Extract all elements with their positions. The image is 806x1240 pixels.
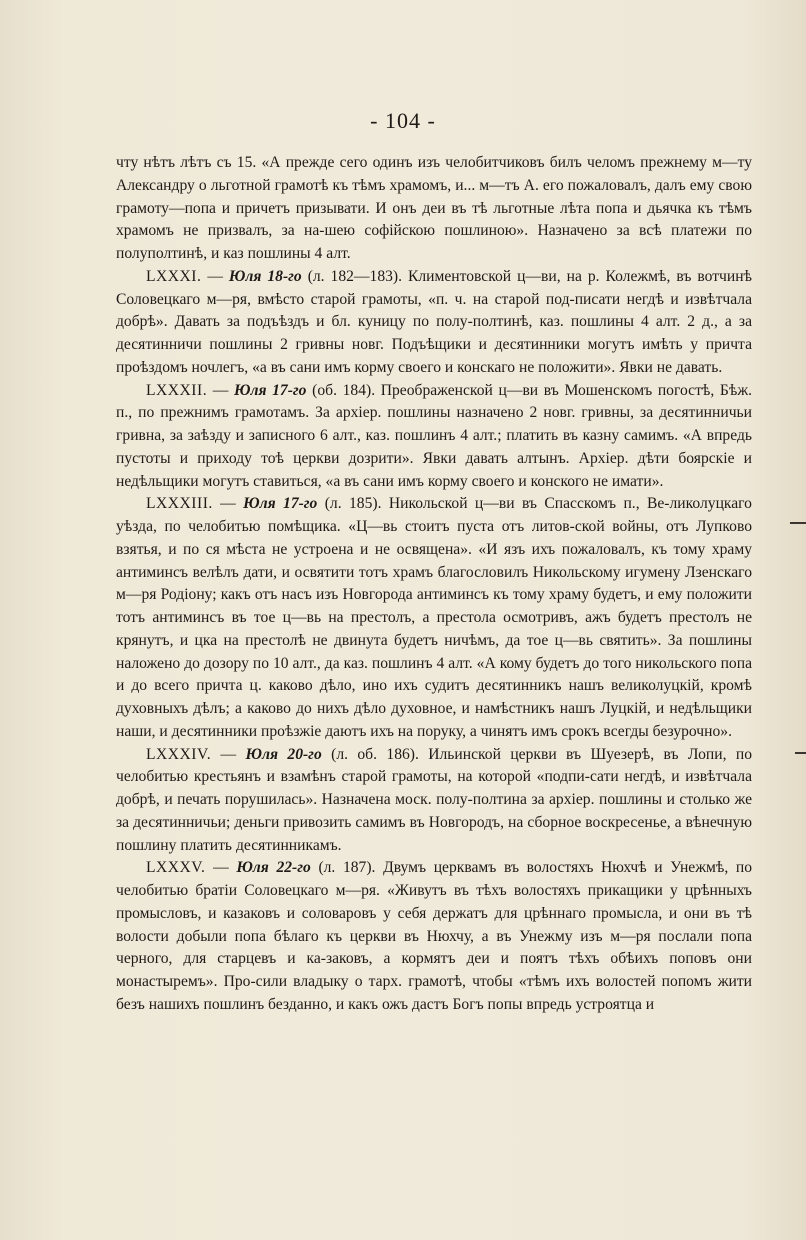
entry-date: Юля 17-го bbox=[233, 381, 307, 399]
margin-mark bbox=[795, 752, 806, 754]
entry-number: LXXXIII. bbox=[146, 495, 213, 513]
entry-text: (л. 185). Никольской ц—ви въ Спасскомъ п., Ве-ликолуцкаго уѣзда, по челобитью помѣщика. «Ц—вь стоитъ пуста отъ литов-ской войны, отъ Лупково взятья, и по ся мѣста не устроена и не освящена». «И язъ ихъ пожаловалъ, къ тому храму антиминсъ велѣлъ дати, и освятити тотъ храмъ благословилъ Никольскому игумену Лзенскаго м—ря Родіону; какъ отъ насъ изъ Новгорода антиминсъ къ тому храму будетъ, и ему положити тотъ антиминсъ въ тое ц—вь на престолъ, а престола осмотривъ, ажъ будетъ престолъ не крянутъ, и цка на престолѣ не двинута будетъ ничѣмъ, да тое ц—вь святить». За пошлины наложено до дозору по 10 алт., да каз. пошлинъ 4 алт. «А кому будетъ до того никольского попа и до всего причта ц. каково дѣло, ино ихъ судитъ десятинникъ нашъ великолуцкій, кромѣ духовныхъ дѣлъ; а каково до нихъ дѣло духовное, и намѣстникъ нашъ Луцкій, и недѣльщики наши, и десятинники проѣзжіе даютъ ихъ на поруку, а чинятъ имъ срокъ всегды безурочно». bbox=[116, 495, 752, 740]
entry-number: LXXXIV. bbox=[146, 745, 212, 763]
intro-paragraph: чту нѣтъ лѣтъ съ 15. «А прежде сего одинъ изъ челобитчиковъ билъ челомъ прежнему м—ту Александру о льготной грамотѣ къ тѣмъ храмомъ, и... м—тъ А. его пожаловалъ, далъ ему свою грамоту—попа и причетъ призывати. И онъ деи въ тѣ льготные лѣта попа и дьячка къ тѣмъ храмомъ не призвалъ, за на-шею софійскою пошлиною». Назначено за всѣ платежи по полуполтинѣ, и каз пошлины 4 алт. bbox=[116, 154, 752, 262]
entry-date: Юля 18-го bbox=[228, 267, 302, 285]
entry-text: (л. 187). Двумъ церквамъ въ волостяхъ Нюхчѣ и Унежмѣ, по челобитью братіи Соловецкаго м—ря. «Живутъ въ тѣхъ волостяхъ прикащики у црѣнныхъ промысловъ, и казаковъ и соловаровъ у себя держатъ для црѣннаго промысла, и они въ тѣ волости добыли попа бѣлаго къ церкви въ Нюхчу, а въ Унежму изъ м—ря послали попа черного, для старцевъ и ка-заковъ, а кормятъ деи и поятъ тѣхъ обѣихъ поповъ они монастыремъ». Про-сили владыку о тарх. грамотѣ, чтобы «тѣмъ ихъ волостей попомъ жити безъ нашихъ пошлинъ безданно, и какъ ожъ дастъ Богъ попы впредь устроятца и bbox=[116, 859, 753, 1013]
entry-text: (об. 184). Преображенской ц—ви въ Мошенскомъ погостѣ, Бѣж. п., по прежнимъ грамотамъ. За архіер. пошлины назначено 2 новг. гривны, за десятинничьи гривна, за заѣзду и записного 6 алт., каз. пошлинъ 4 алт.; платить въ казну самимъ. «А впредь пустоты и приходу тоѣ церкви дозрити». Явки давать алтынъ. Архіер. дѣти боярскіе и недѣльщики могутъ ставиться, «а въ сани имъ корму своего и конского не имати». bbox=[116, 381, 752, 490]
entry-lxxxiii: LXXXIII. — Юля 17-го (л. 185). Никольской ц—ви въ Спасскомъ п., Ве-ликолуцкаго уѣзда, по челобитью помѣщика. «Ц—вь стоитъ пуста отъ литов-ской войны, отъ Лупково взятья, и по ся мѣста не устроена и не освящена». «И язъ ихъ пожаловалъ, къ тому храму антиминсъ велѣлъ дати, и освятити тотъ храмъ благословилъ Никольскому игумену Лзенскаго м—ря Родіону; какъ отъ насъ изъ Новгорода антиминсъ къ тому храму будетъ, и ему положити тотъ антиминсъ въ тое ц—вь на престолъ, а престола осмотривъ, ажъ будетъ престолъ не крянутъ, и цка на престолѣ не двинута будетъ ничѣмъ, да тое ц—вь святить». За пошлины наложено до дозору по 10 алт., да каз. пошлинъ 4 алт. «А кому будетъ до того никольского попа и до всего причта ц. каково дѣло, ино ихъ судитъ десятинникъ нашъ великолуцкій, кромѣ духовныхъ дѣлъ; а каково до нихъ дѣло духовное, и намѣстникъ нашъ Луцкій, и недѣльщики наши, и десятинники проѣзжіе даютъ ихъ на поруку, а чинятъ имъ срокъ всегды безурочно». bbox=[116, 495, 752, 740]
entry-number: LXXXI. bbox=[146, 267, 202, 285]
entry-lxxxv: LXXXV. — Юля 22-го (л. 187). Двумъ церквамъ въ волостяхъ Нюхчѣ и Унежмѣ, по челобитью братіи Соловецкаго м—ря. «Живутъ въ тѣхъ волостяхъ прикащики у црѣнныхъ промысловъ, и казаковъ и соловаровъ у себя держатъ для црѣннаго промысла, и они въ тѣ волости добыли попа бѣлаго къ церкви въ Нюхчу, а въ Унежму изъ м—ря послали попа черного, для старцевъ и ка-заковъ, а кормятъ деи и поятъ тѣхъ обѣихъ поповъ они монастыремъ». Про-сили владыку о тарх. грамотѣ, чтобы «тѣмъ ихъ волостей попомъ жити безъ нашихъ пошлинъ безданно, и какъ ожъ дастъ Богъ попы впредь устроятца и bbox=[116, 859, 753, 1013]
entry-number: LXXXII. bbox=[146, 381, 208, 399]
page-number: - 104 - bbox=[370, 108, 436, 133]
entry-lxxxi: LXXXI. — Юля 18-го (л. 182—183). Климентовской ц—ви, на р. Колежмѣ, въ вотчинѣ Соловецкаго м—ря, вмѣсто старой грамоты, «п. ч. на старой под-писати негдѣ и извѣтчала добрѣ». Давать за подъѣздъ и бл. куницу по полу-полтинѣ, каз. пошлины 4 алт. 2 д., а за десятинничи пошлины 2 гривны новг. Подъѣщики и десятинники могутъ имѣть у причта проѣздомъ ночлегъ, «а въ сани имъ корму своего и конскаго не положити». Явки не давать. bbox=[116, 267, 753, 376]
entry-date: Юля 20-го bbox=[245, 745, 322, 763]
body-text bbox=[116, 152, 752, 1017]
margin-mark bbox=[790, 522, 806, 524]
entry-lxxxii: LXXXII. — Юля 17-го (об. 184). Преображенской ц—ви въ Мошенскомъ погостѣ, Бѣж. п., по прежнимъ грамотамъ. За архіер. пошлины назначено 2 новг. гривны, за десятинничьи гривна, за заѣзду и записного 6 алт., каз. пошлинъ 4 алт.; платить въ казну самимъ. «А впредь пустоты и приходу тоѣ церкви дозрити». Явки давать алтынъ. Архіер. дѣти боярскіе и недѣльщики могутъ ставиться, «а въ сани имъ корму своего и конского не имати». bbox=[116, 381, 752, 490]
entry-text: (л. 182—183). Климентовской ц—ви, на р. Колежмѣ, въ вотчинѣ Соловецкаго м—ря, вмѣсто старой грамоты, «п. ч. на старой под-писати негдѣ и извѣтчала добрѣ». Давать за подъѣздъ и бл. куницу по полу-полтинѣ, каз. пошлины 4 алт. 2 д., а за десятинничи пошлины 2 гривны новг. Подъѣщики и десятинники могутъ имѣть у причта проѣздомъ ночлегъ, «а въ сани имъ корму своего и конскаго не положити». Явки не давать. bbox=[116, 267, 753, 376]
entry-lxxxiv: LXXXIV. — Юля 20-го (л. об. 186). Ильинской церкви въ Шуезерѣ, въ Лопи, по челобитью крестьянъ и взамѣнъ старой грамоты, на которой «подпи-сати негдѣ, и извѣтчала добрѣ, и печать порушилась». Назначена моск. полу-полтина за архіер. пошлины и столько же за десятинничьи; деньги привозить самимъ въ Новгородъ, на сборное воскресенье, а вѣнечную пошлину платить десятинникамъ. bbox=[116, 745, 753, 854]
entry-text: (л. об. 186). Ильинской церкви въ Шуезерѣ, въ Лопи, по челобитью крестьянъ и взамѣнъ старой грамоты, на которой «подпи-сати негдѣ, и извѣтчала добрѣ, и печать порушилась». Назначена моск. полу-полтина за архіер. пошлины и столько же за десятинничьи; деньги привозить самимъ въ Новгородъ, на сборное воскресенье, а вѣнечную пошлину платить десятинникамъ. bbox=[116, 745, 753, 854]
entry-number: LXXXV. bbox=[146, 859, 206, 877]
entry-date: Юля 17-го bbox=[243, 495, 318, 513]
entry-date: Юля 22-го bbox=[236, 859, 311, 877]
